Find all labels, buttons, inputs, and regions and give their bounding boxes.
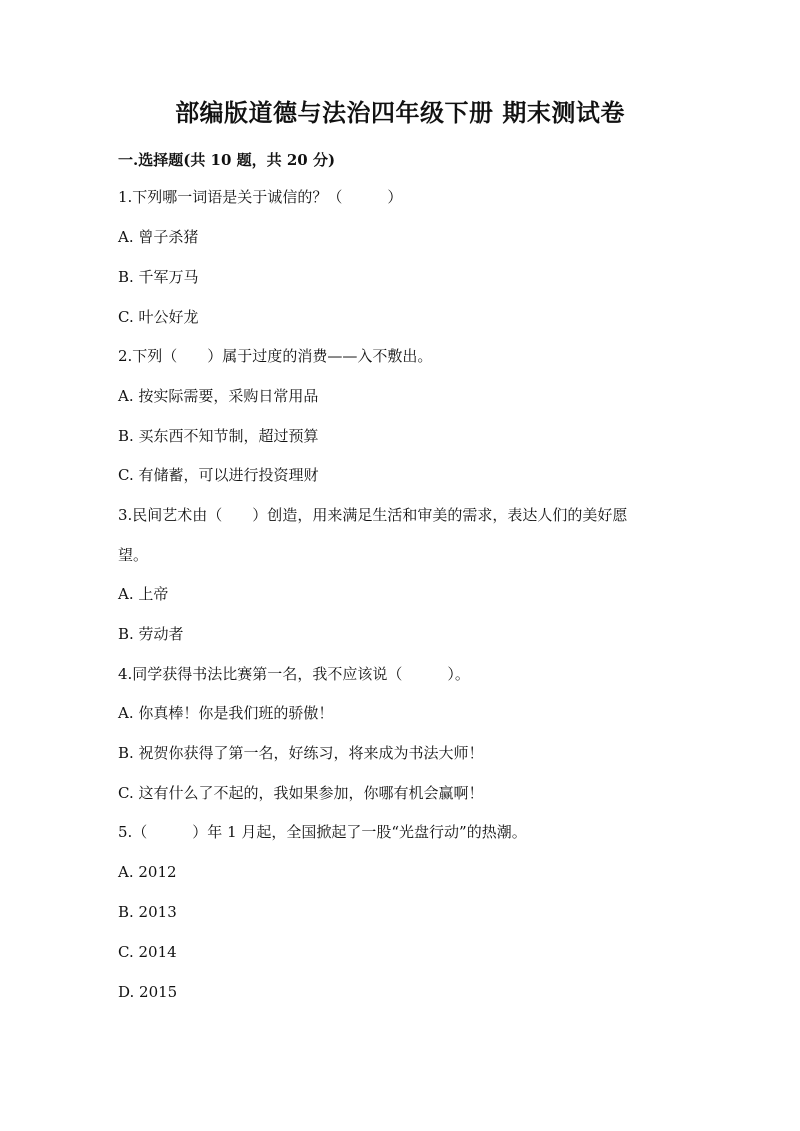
- question-5-option-c: C. 2014: [118, 943, 177, 961]
- question-5-option-b: B. 2013: [118, 903, 177, 921]
- question-3-stem-line-1: 3.民间艺术由（ ）创造，用来满足生活和审美的需求，表达人们的美好愿: [118, 506, 628, 524]
- question-2-option-b: B. 买东西不知节制，超过预算: [118, 427, 319, 445]
- question-4-option-b: B. 祝贺你获得了第一名，好练习，将来成为书法大师！: [118, 744, 484, 762]
- question-3-option-a: A. 上帝: [118, 585, 169, 603]
- question-3-stem-line-2: 望。: [118, 546, 149, 564]
- question-5-stem: 5.（ ）年 1 月起，全国掀起了一股“光盘行动”的热潮。: [118, 823, 527, 841]
- question-4-option-a: A. 你真棒！你是我们班的骄傲！: [118, 704, 334, 722]
- question-1-option-c: C. 叶公好龙: [118, 308, 199, 326]
- section-heading: 一.选择题(共 10 题，共 20 分): [118, 151, 336, 169]
- question-1-option-a: A. 曾子杀猪: [118, 228, 199, 246]
- question-1-stem: 1.下列哪一词语是关于诚信的？（ ）: [118, 188, 403, 206]
- question-5-option-a: A. 2012: [118, 863, 177, 881]
- question-2-stem: 2.下列（ ）属于过度的消费——入不敷出。: [118, 347, 433, 365]
- question-4-option-c: C. 这有什么了不起的，我如果参加，你哪有机会赢啊！: [118, 784, 484, 802]
- question-2-option-c: C. 有储蓄，可以进行投资理财: [118, 466, 319, 484]
- question-5-option-d: D. 2015: [118, 983, 178, 1001]
- question-4-stem: 4.同学获得书法比赛第一名，我不应该说（ ）。: [118, 665, 470, 683]
- question-1-option-b: B. 千军万马: [118, 268, 199, 286]
- page-title: 部编版道德与法治四年级下册 期末测试卷: [175, 98, 625, 127]
- question-3-option-b: B. 劳动者: [118, 625, 184, 643]
- question-2-option-a: A. 按实际需要，采购日常用品: [118, 387, 319, 405]
